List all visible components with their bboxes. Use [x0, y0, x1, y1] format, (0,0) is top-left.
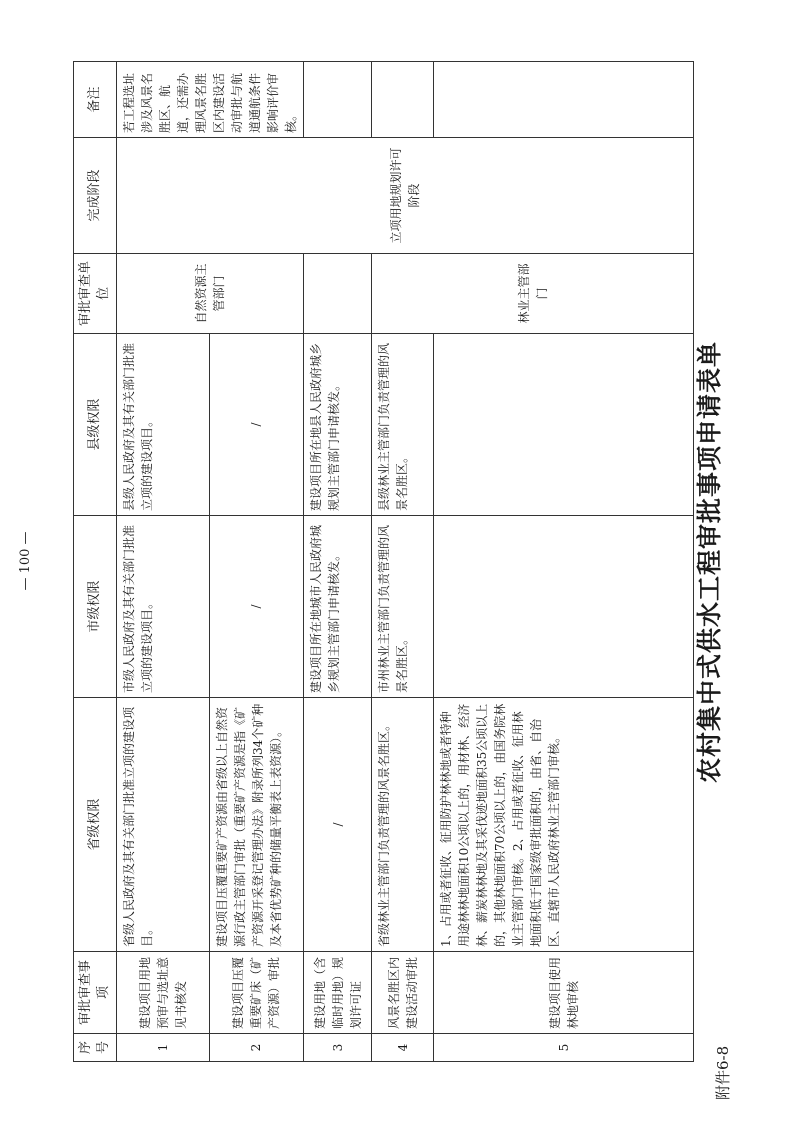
- row-item: 风景名胜区内建设活动审批: [372, 952, 434, 1034]
- row-no: 5: [434, 1034, 694, 1062]
- row-province: 1、占用或者征收、征用防护林林地或者特种用途林林地面积10公顷以上的，用材林、经济林、薪炭林林地及其采伐迹地面积35公顷以上的，其他林地面积70公顷以上的，由国务院林业主管部门审核。2、占用或者征收、征用林地面积低于国家级审批面积的，由省、自治区、直辖市人民政府林业主管部门审核。: [434, 698, 694, 952]
- row-city: 市州林业主管部门负责管理的风景名胜区。: [372, 516, 434, 698]
- row-item: 建设项目压覆重要矿床（矿产资源）审批: [209, 952, 303, 1034]
- dept-forestry: 林业主管部门: [372, 254, 694, 334]
- row-remark: [372, 62, 434, 138]
- row-no: 1: [117, 1034, 210, 1062]
- row-item: 建设项目用地预审与选址意见书核发: [117, 952, 210, 1034]
- table-row: [117, 62, 210, 1062]
- row-county: [434, 334, 694, 516]
- row-remark: [434, 62, 694, 138]
- stage-cell: 立项用地规划许可阶段: [117, 138, 694, 254]
- row-no: 3: [304, 1034, 372, 1062]
- header-item: 审批审查事项: [74, 952, 117, 1034]
- row-county: 建设项目所在地县人民政府城乡规划主管部门申请核发。: [304, 334, 372, 516]
- document-title: 农村集中式供水工程审批事项申请表单: [695, 341, 724, 784]
- dept-empty: [304, 254, 372, 334]
- row-province: 建设项目压覆重要矿产资源由省级以上自然资源行政主管部门审批（重要矿产资源是指《矿产资源开采登记管理办法》附录所列34个矿种及本省优势矿种的储量平衡表上表资源）。: [209, 698, 303, 952]
- row-county: /: [209, 334, 303, 516]
- row-city: [434, 516, 694, 698]
- attachment-label: 附件6-8: [714, 1045, 732, 1100]
- row-city: /: [209, 516, 303, 698]
- header-stage: 完成阶段: [74, 138, 117, 254]
- dept-natural-resources: 自然资源主管部门: [117, 254, 304, 334]
- row-item: 建设项目使用林地审核: [434, 952, 694, 1034]
- header-county: 县级权限: [74, 334, 117, 516]
- header-no: 序号: [74, 1034, 117, 1062]
- header-dept: 审批审查单位: [74, 254, 117, 334]
- table-header-row: [74, 62, 117, 1062]
- row-no: 4: [372, 1034, 434, 1062]
- header-city: 市级权限: [74, 516, 117, 698]
- row-remark: 若工程选址涉及风景名胜区、航道，还需办理风景名胜区内建设活动审批与航道通航条件影响评价审核。: [117, 62, 304, 138]
- row-county: 县级人民政府及其有关部门批准立项的建设项目。: [117, 334, 210, 516]
- row-city: 市级人民政府及其有关部门批准立项的建设项目。: [117, 516, 210, 698]
- header-province: 省级权限: [74, 698, 117, 952]
- row-province: /: [304, 698, 372, 952]
- row-city: 建设项目所在地城市人民政府城乡规划主管部门申请核发。: [304, 516, 372, 698]
- row-remark: [304, 62, 372, 138]
- page-number: — 100 —: [18, 531, 33, 591]
- row-province: 省级人民政府及其有关部门批准立项的建设项目。: [117, 698, 210, 952]
- row-province: 省级林业主管部门负责管理的风景名胜区。: [372, 698, 434, 952]
- header-remark: 备注: [74, 62, 117, 138]
- approval-table: [73, 61, 694, 1062]
- row-county: 县级林业主管部门负责管理的风景名胜区。: [372, 334, 434, 516]
- row-item: 建设用地（含临时用地）规划许可证: [304, 952, 372, 1034]
- row-no: 2: [209, 1034, 303, 1062]
